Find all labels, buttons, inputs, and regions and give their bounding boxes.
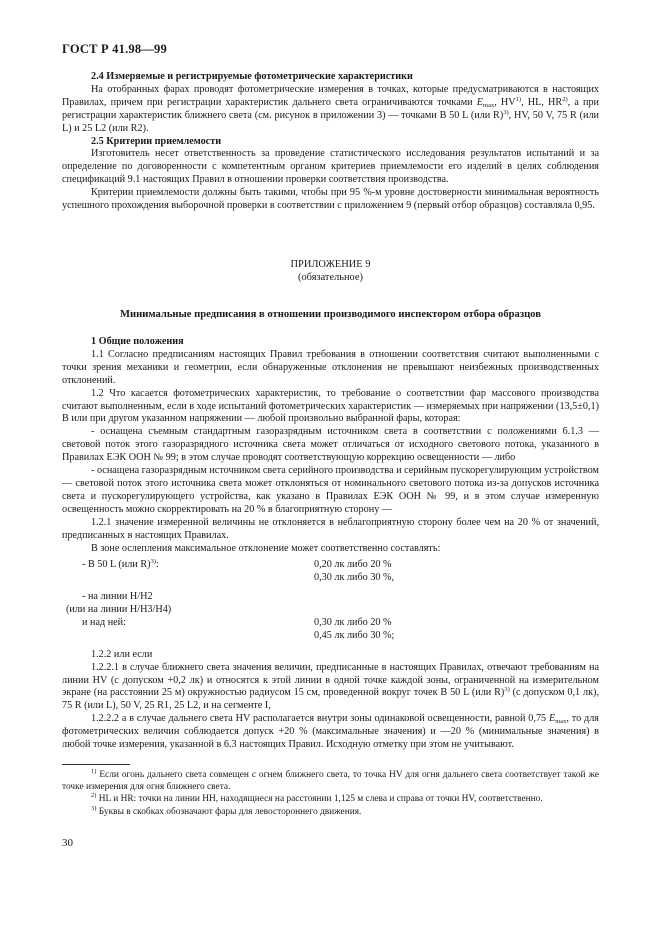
zone-intro: В зоне ослепления максимальное отклонение может соответственно составлять:	[91, 542, 441, 554]
clause-1-2-bullet-2: - оснащена газоразрядным источником света серийного производства и серийным пускорегулирующим устройством — световой поток этого источника света может отклоняться от номинального светового потока из-за допусков источника света и пускорегулирующего устройства, как указано в Правилах ЕЭК ООН № 99, и в этом случае измеренную освещенность можно скорректировать на 20 % в благоприятную сторону —	[62, 465, 599, 515]
deviation-value: 0,30 лк либо 20 %	[314, 616, 392, 628]
text-run: Если огонь дальнего света совмещен с огнем ближнего света, то точка HV для огня дальнего света соответствует такой же точке измерения для огня ближнего света.	[62, 770, 599, 793]
emax-symbol: E	[476, 96, 484, 108]
footnote-divider	[62, 764, 130, 765]
text-run: Буквы в скобках обозначают фары для левостороннего движения.	[96, 806, 362, 817]
appendix-heading	[62, 258, 599, 284]
deviation-row-h2	[62, 604, 599, 617]
section-2-5-heading: 2.5 Критерии приемлемости	[91, 135, 222, 147]
text-run: :	[155, 559, 159, 571]
deviation-row-h1	[62, 591, 599, 604]
text-run: (с допуском 0,1 лк), 75 R (или L), 50 V, 25 R1, 25 L2, и на сегменте I,	[62, 687, 599, 712]
footnote-mark: 3)	[91, 804, 97, 812]
footnote-ref-3: 3)	[504, 686, 510, 694]
text-run: , HV, 50 V, 75 R (или L) и 25 L2 (или R2).	[62, 109, 599, 134]
deviation-row-h4	[62, 630, 599, 643]
clause-1-2: 1.2 Что касается фотометрических характеристик, то требование о соответствии фар массового производства считают выполненным, если в ходе испытаний фотометрических характеристик — измеряемых при напряжении (13,5±0,1) В или при другом указанном напряжении — любой произвольно выбранной фары, которая:	[62, 387, 599, 425]
deviation-row-b50-2	[62, 572, 599, 585]
footnote-mark: 2)	[91, 792, 97, 800]
text-run: , HL, HR	[521, 96, 563, 108]
deviation-label-h: - на линии H/H2	[82, 591, 153, 603]
deviation-label-h: (или на линии H/H3/H4)	[66, 604, 172, 616]
footnote-3	[62, 806, 599, 818]
deviation-value: 0,45 лк либо 30 %;	[314, 629, 395, 641]
document-header: ГОСТ Р 41.98—99	[62, 42, 167, 56]
deviation-value: 0,20 лк либо 20 %	[314, 559, 392, 571]
clause-1-2-bullet-1: - оснащена съемным стандартным газоразрядным источником света в соответствии с положениями 6.1.3 — световой поток этого газоразрядного источника света может отличаться от исходного светового потока, указанного в Правилах ЕЭК ООН № 99; в этом случае проводят соответствующую коррекцию освещенности — либо	[62, 426, 599, 464]
text-run: HL и HR: точки на линии HH, находящиеся на расстоянии 1,125 м слева и справа от точки HV, соответственно.	[96, 794, 543, 805]
footnote-ref-3: 3)	[503, 108, 509, 116]
text-run: , то для фотометрических величин соблюдается допуск +20 % (максимальные значения) и —20 % (минимальные значения) в любой точке измерения, указанной в 6.3 настоящих Правил. Исходную отметку при этом не учитывают.	[62, 713, 599, 751]
section-2-5-paragraph-1: Изготовитель несет ответственность за проведение статистического исследования результатов испытаний и за определение по договоренности с компетентным органом критериев приемлемости его изделий в целях соблюдения спецификаций 9.1 настоящих Правил в отношении проверки соответствия производства.	[62, 148, 599, 186]
appendix-name: ПРИЛОЖЕНИЕ 9	[290, 259, 371, 270]
section-2-5-paragraph-2: Критерии приемлемости должны быть такими, чтобы при 95 %-м уровне достоверности минимальная вероятность успешного прохождения выборочной проверки в соответствии с приложением 9 (первый отбор образцов) составляла 0,95.	[62, 187, 599, 212]
deviation-label-b50	[82, 559, 159, 572]
clause-1-2-2: 1.2.2 или если	[91, 648, 153, 660]
appendix-status: (обязательное)	[298, 272, 363, 283]
section-1-heading: 1 Общие положения	[91, 336, 184, 347]
text-run: - B 50 L (или R)	[82, 559, 151, 571]
section-2-4-paragraph	[62, 84, 599, 136]
text-run: , HV	[494, 96, 516, 108]
clause-1-2-2-2	[62, 713, 599, 752]
deviation-value: 0,30 лк либо 30 %,	[314, 572, 395, 584]
clause-1-2-1: 1.2.1 значение измеренной величины не отклоняется в неблагоприятную сторону более чем на 20 % от значений, предписанных в настоящих Правилах.	[62, 516, 599, 541]
footnote-mark: 1)	[91, 768, 97, 775]
footnotes	[62, 769, 599, 818]
deviation-row-b50	[62, 559, 599, 572]
footnote-2	[62, 793, 599, 805]
emax-symbol: E	[548, 713, 556, 725]
section-1-block	[62, 336, 599, 752]
clause-1-1: 1.1 Согласно предписаниям настоящих Правил требования в отношении соответствия считают выполненными с точки зрения механики и геометрии, если обнаруженные отклонения не превышают неизбежных производственных отклонений.	[62, 348, 599, 386]
text-run: 1.2.2.1 в случае ближнего света значения величин, предписанные в настоящих Правилах, отвечают требованиям на линии HV (с допуском +0,2 лк) и относятся к этой линии в одной точке каждой зоны, ограниченной на измерительном экране (на расстоянии 25 м) окружностью радиусом 15 см, проведенной вокруг точек B 50 L (или R)	[62, 661, 599, 699]
emax-subscript: max	[555, 718, 567, 726]
deviation-row-h3	[62, 617, 599, 630]
emax-subscript: max	[483, 101, 495, 109]
section-2-block	[62, 71, 599, 213]
footnote-1	[62, 769, 599, 793]
page-number: 30	[62, 837, 73, 849]
deviation-label-h: и над ней:	[82, 616, 126, 628]
footnote-ref-3: 3)	[150, 558, 156, 566]
text-run: На отобранных фарах проводят фотометрические измерения в точках, которые предусматриваются в настоящих Правилах, причем при регистрации характеристик дальнего света ограничиваются точками	[62, 83, 599, 108]
appendix-title: Минимальные предписания в отношении производимого инспектором отбора образцов	[120, 309, 541, 320]
section-2-4-heading: 2.4 Измеряемые и регистрируемые фотометрические характеристики	[91, 71, 413, 82]
text-run: , а при регистрации характеристик ближнего света (см. рисунок в приложении 3) — точками B 50 L (или R)	[62, 96, 599, 121]
footnote-ref-2: 2)	[562, 95, 568, 103]
clause-1-2-2-1	[62, 662, 599, 714]
text-run: 1.2.2.2 а в случае дальнего света HV располагается внутри зоны одинаковой освещенности, равной 0,75	[91, 713, 549, 725]
footnote-ref-1: 1)	[515, 95, 522, 103]
